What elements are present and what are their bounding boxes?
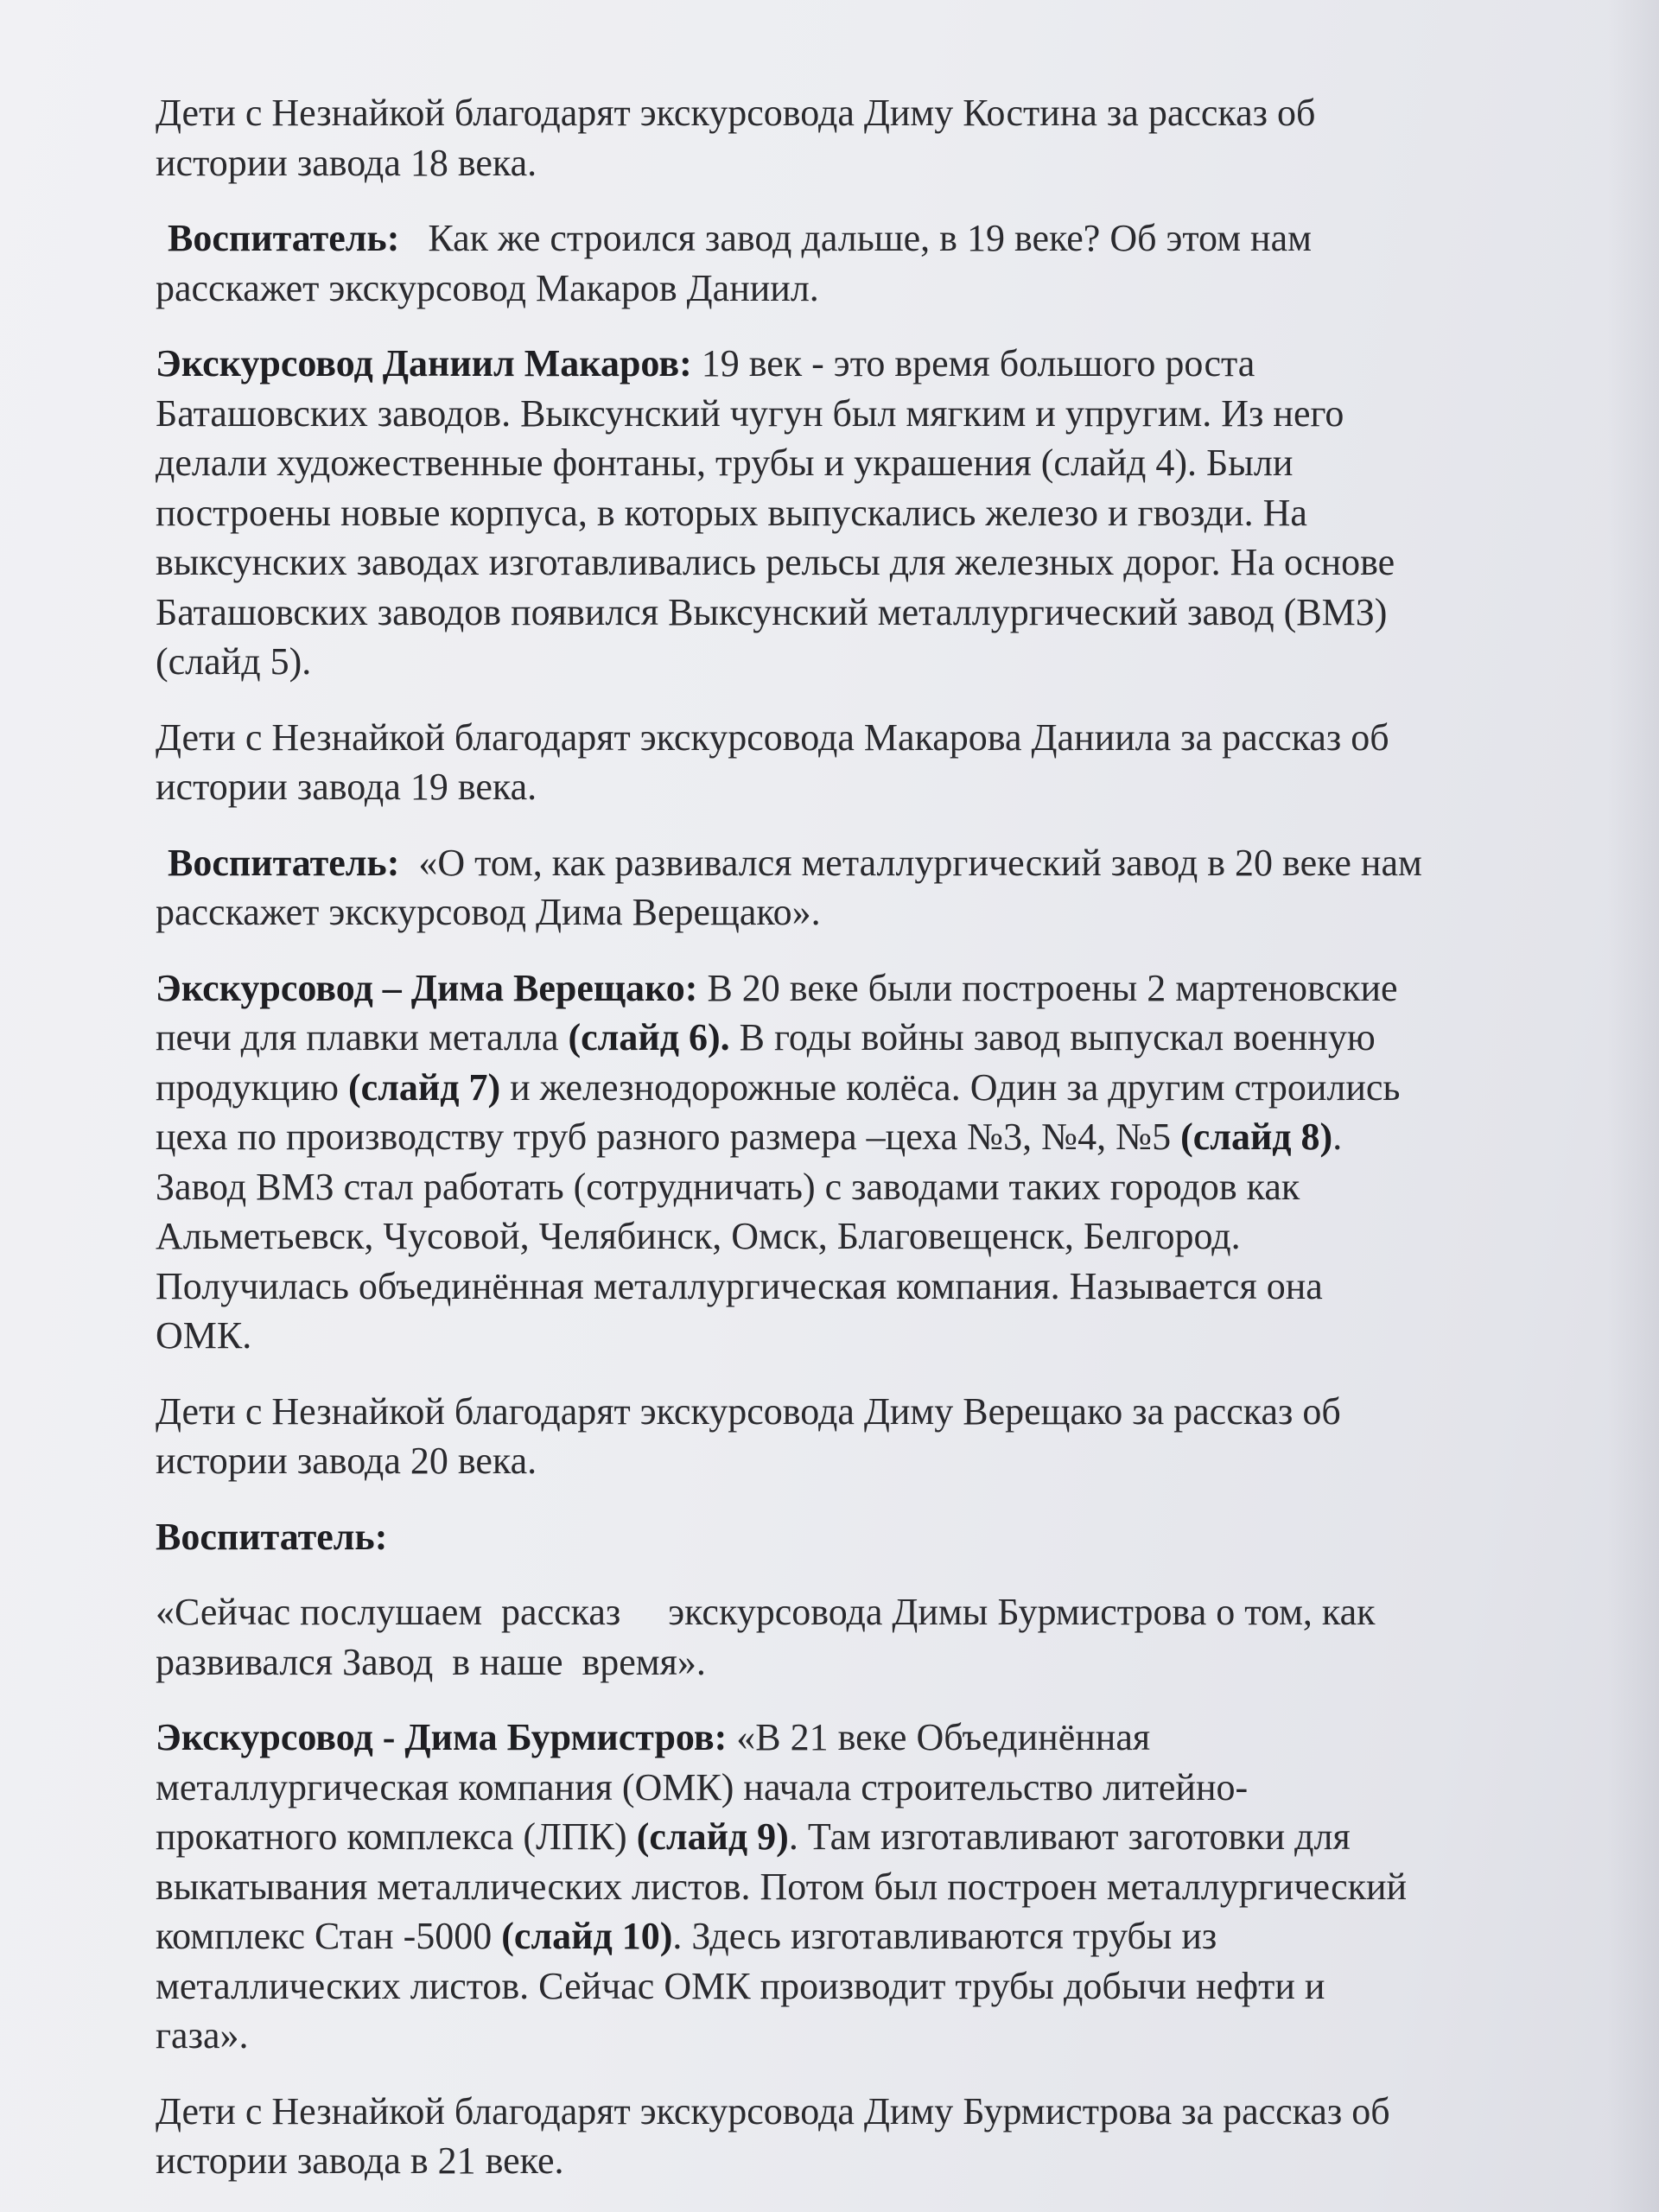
text-line: Альметьевск, Чусовой, Челябинск, Омск, Благовещенск, Белгород. [156, 1215, 1241, 1257]
text-run: печи для плавки металла [156, 1016, 569, 1058]
text-line [168, 838, 1529, 888]
paragraph-guide-burmistrov [156, 1713, 1529, 2061]
text-line: Баташовских заводов появился Выксунский металлургический завод (ВМЗ) [156, 590, 1388, 633]
text-line [156, 339, 1529, 389]
text-line: истории завода в 21 веке. [156, 2139, 564, 2182]
text-line: делали художественные фонтаны, трубы и украшения (слайд 4). Были [156, 442, 1294, 484]
speaker-label: Экскурсовод Даниил Макаров: [156, 342, 692, 385]
speaker-label: Воспитатель: [156, 1515, 388, 1558]
text-run: прокатного комплекса (ЛПК) [156, 1815, 637, 1858]
paragraph-educator-21st [156, 1587, 1529, 1687]
paragraph-thanks-makarov [156, 713, 1529, 812]
text-line: Дети с Незнайкой благодарят экскурсовода Макарова Даниила за рассказ об [156, 715, 1389, 759]
text-line [156, 1063, 1529, 1113]
text-line: Баташовских заводов. Выксунский чугун был мягким и упругим. Из него [156, 391, 1344, 435]
text-line: выкатывания металлических листов. Потом был построен металлургический [156, 1865, 1408, 1908]
text-line [156, 963, 1529, 1014]
text-line [156, 1911, 1529, 1961]
text-run: комплекс Стан -5000 [156, 1915, 502, 1957]
slide-ref: (слайд 8) [1180, 1116, 1333, 1158]
paragraph-thanks-kostin [156, 88, 1529, 188]
text-line: ОМК. [156, 1314, 252, 1357]
text-run: и железнодорожные колёса. Один за другим строились [500, 1065, 1401, 1109]
text-line: (слайд 5). [156, 640, 312, 683]
text-run: «В 21 веке Объединённая [727, 1716, 1151, 1758]
slide-ref: (слайд 7) [348, 1065, 501, 1109]
paragraph-thanks-burmistrov [156, 2087, 1529, 2186]
slide-ref: (слайд 6). [568, 1016, 730, 1058]
speaker-label: Экскурсовод - Дима Бурмистров: [156, 1716, 728, 1758]
text-line: Дети с Незнайкой благодарят экскурсовода Диму Верещако за рассказ об [156, 1389, 1341, 1433]
text-line: истории завода 20 века. [156, 1440, 537, 1482]
text-line: металлургическая компания (ОМК) начала строительство литейно- [156, 1765, 1249, 1808]
text-line: истории завода 18 века. [156, 141, 537, 184]
text-line: Дети с Незнайкой благодарят экскурсовода Диму Бурмистрова за рассказ об [156, 2089, 1390, 2133]
paragraph-guide-vereshchako [156, 963, 1529, 1361]
text-run: . Здесь изготавливаются трубы из [672, 1915, 1217, 1957]
text-line: металлических листов. Сейчас ОМК производит трубы добычи нефти и [156, 1964, 1325, 2007]
text-line [168, 213, 1529, 264]
text-line: расскажет экскурсовод Дима Верещако». [156, 891, 821, 933]
text-line: Дети с Незнайкой благодарят экскурсовода Диму Костина за рассказ об [156, 92, 1316, 134]
text-line: Получилась объединённая металлургическая компания. Называется она [156, 1264, 1323, 1307]
text-line: Завод ВМЗ стал работать (сотрудничать) с заводами таких городов как [156, 1165, 1300, 1208]
speaker-label: Воспитатель: [168, 217, 400, 259]
text-line: выксунских заводах изготавливались рельсы для железных дорог. На основе [156, 541, 1395, 583]
slide-ref: (слайд 9) [636, 1815, 789, 1858]
paragraph-educator-19th [156, 213, 1529, 313]
text-line [156, 1013, 1529, 1063]
text-line [156, 1713, 1529, 1763]
text-line: построены новые корпуса, в которых выпускались железо и гвозди. На [156, 491, 1307, 534]
text-run: . [1332, 1116, 1343, 1158]
speaker-label: Экскурсовод – Дима Верещако: [156, 966, 698, 1009]
text-line [156, 1112, 1529, 1162]
text-run: продукцию [156, 1065, 349, 1109]
text-line: развивался Завод в наше время». [156, 1640, 706, 1683]
text-run: цеха по производству труб разного размера –цеха №3, №4, №5 [156, 1116, 1181, 1158]
text-line: расскажет экскурсовод Макаров Даниил. [156, 266, 819, 309]
text-line: газа». [156, 2014, 249, 2056]
text-run: В годы войны завод выпускал военную [729, 1016, 1376, 1058]
text-run: 19 век - это время большого роста [691, 342, 1255, 385]
text-line: истории завода 19 века. [156, 766, 537, 808]
text-run: . Там изготавливают заготовки для [788, 1815, 1351, 1858]
speaker-label: Воспитатель: [168, 841, 400, 884]
paragraph-educator-label [156, 1512, 1529, 1562]
paragraph-educator-20th [156, 838, 1529, 938]
text-run: Как же строился завод дальше, в 19 веке? Об этом нам [399, 217, 1312, 259]
text-run: «О том, как развивался металлургический завод в 20 веке нам [399, 841, 1422, 884]
slide-ref: (слайд 10) [501, 1915, 673, 1957]
text-line: «Сейчас послушаем рассказ экскурсовода Димы Бурмистрова о том, как [156, 1591, 1376, 1633]
paragraph-thanks-vereshchako [156, 1387, 1529, 1486]
text-run: В 20 веке были построены 2 мартеновские [697, 966, 1398, 1009]
paragraph-guide-makarov [156, 339, 1529, 687]
text-line [156, 1812, 1529, 1862]
